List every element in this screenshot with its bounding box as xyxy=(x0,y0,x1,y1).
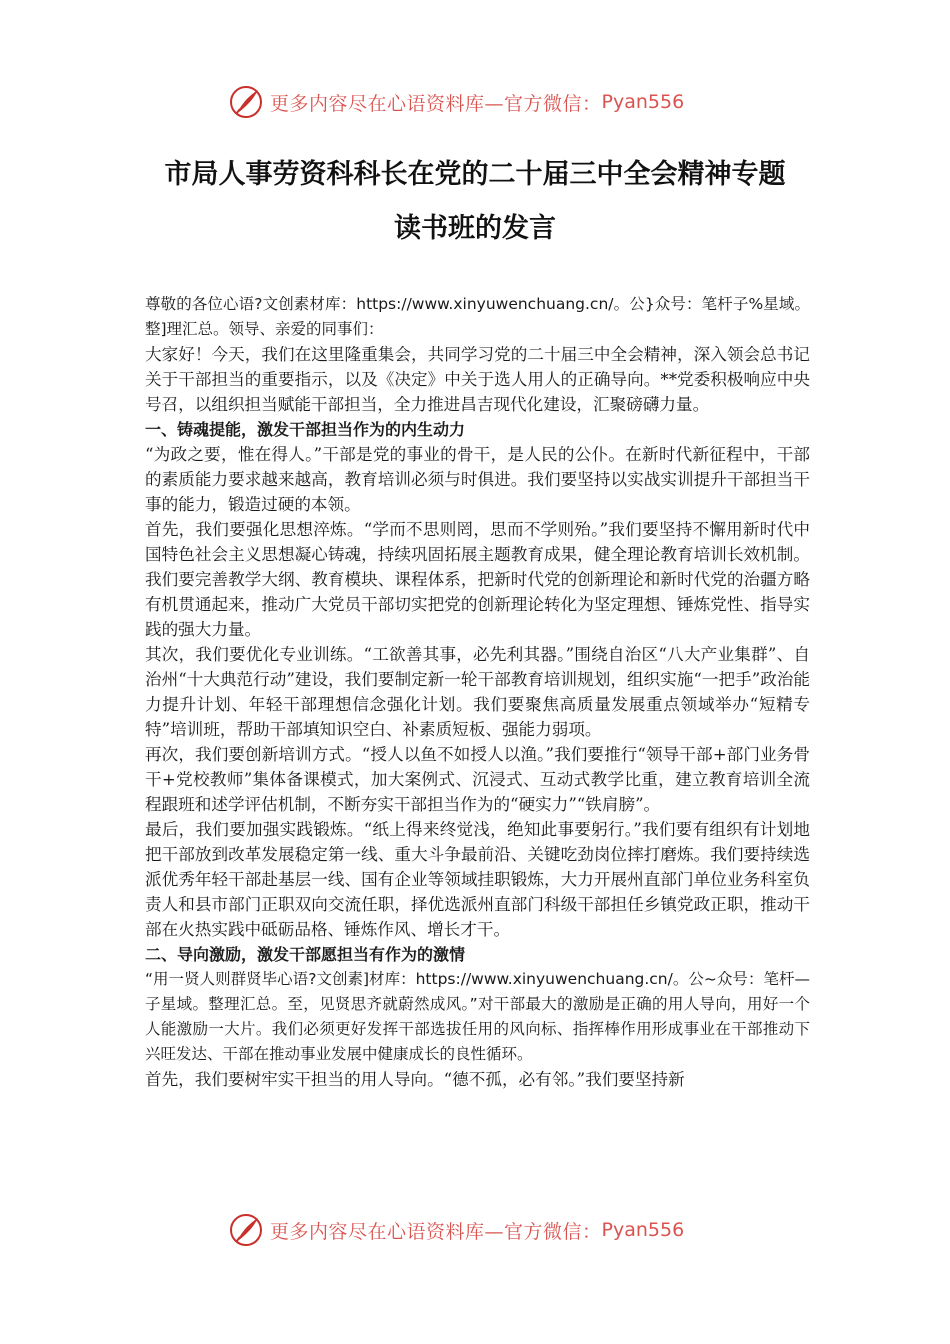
body-paragraph: 其次，我们要优化专业训练。“工欲善其事，必先利其器。”围绕自治区“八大产业集群”、自治州“十大典范行动”建设，我们要制定新一轮干部教育培训规划，组织实施“一把手”政治能力提升计划、年轻干部理想信念强化计划。我们要聚焦高质量发展重点领域举办“短精专特”培训班，帮助干部填知识空白、补素质短板、强能力弱项。 xyxy=(145,645,810,739)
quill-pen-logo-icon xyxy=(228,1212,264,1248)
watermark-banner-top xyxy=(0,82,950,122)
watermark-wechat-id: Pyan556 xyxy=(601,91,685,113)
document-title xyxy=(0,148,950,256)
body-paragraph: “为政之要，惟在得人。”干部是党的事业的骨干，是人民的公仆。在新时代新征程中，干部的素质能力要求越来越高，教育培训必须与时俱进。我们要坚持以实战实训提升干部担当干事的能力，锻造过硬的本领。 xyxy=(145,445,810,514)
watermark-wechat-id: Pyan556 xyxy=(601,1219,685,1241)
body-paragraph: 首先，我们要强化思想淬炼。“学而不思则罔，思而不学则殆。”我们要坚持不懈用新时代中国特色社会主义思想凝心铸魂，持续巩固拓展主题教育成果，健全理论教育培训长效机制。我们要完善教学大纲、教育模块、课程体系，把新时代党的创新理论和新时代党的治疆方略有机贯通起来，推动广大党员干部切实把党的创新理论转化为坚定理想、锤炼党性、指导实践的强大力量。 xyxy=(145,520,810,639)
watermark-text: 更多内容尽在心语资料库—官方微信： xyxy=(270,92,602,115)
body-paragraph: “用一贤人则群贤毕心语?文创素]材库：https://www.xinyuwenchuang.cn/。公~众号：笔杆—子星域。整理汇总。至，见贤思齐就蔚然成风。”对干部最大的激励是正确的用人导向，用好一个人能激励一大片。我们必须更好发挥干部选拔任用的风向标、指挥棒作用形成事业在干部推动下兴旺发达、干部在推动事业发展中健康成长的良性循环。 xyxy=(145,970,810,1063)
quill-pen-logo-icon xyxy=(228,84,264,120)
title-line-1: 市局人事劳资科科长在党的二十届三中全会精神专题 xyxy=(164,159,786,190)
body-paragraph: 最后，我们要加强实践锻炼。“纸上得来终觉浅，绝知此事要躬行。”我们要有组织有计划地把干部放到改革发展稳定第一线、重大斗争最前沿、关键吃劲岗位摔打磨炼。我们要持续选派优秀年轻干部赴基层一线、国有企业等领域挂职锻炼，大力开展州直部门单位业务科室负责人和县市部门正职双向交流任职，择优选派州直部门科级干部担任乡镇党政正职，推动干部在火热实践中砥砺品格、锤炼作风、增长才干。 xyxy=(145,820,810,939)
body-paragraph: 大家好！今天，我们在这里隆重集会，共同学习党的二十届三中全会精神，深入领会总书记关于干部担当的重要指示，以及《决定》中关于选人用人的正确导向。**党委积极响应中央号召，以组织担当赋能干部担当，全力推进昌吉现代化建设，汇聚磅礴力量。 xyxy=(145,345,810,414)
body-paragraph: 再次，我们要创新培训方式。“授人以鱼不如授人以渔。”我们要推行“领导干部+部门业务骨干+党校教师”集体备课模式，加大案例式、沉浸式、互动式教学比重，建立教育培训全流程跟班和述学评估机制，不断夯实干部担当作为的“硬实力”“铁肩膀”。 xyxy=(145,745,810,814)
watermark-text: 更多内容尽在心语资料库—官方微信： xyxy=(270,1220,602,1243)
title-line-2: 读书班的发言 xyxy=(394,213,556,244)
body-paragraph: 首先，我们要树牢实干担当的用人导向。“德不孤，必有邻。”我们要坚持新 xyxy=(145,1070,685,1089)
document-body xyxy=(145,292,810,1092)
section-heading-1: 一、铸魂提能，激发干部担当作为的内生动力 xyxy=(145,420,466,439)
section-heading-2: 二、导向激励，激发干部愿担当有作为的激情 xyxy=(145,945,466,964)
salutation-paragraph: 尊敬的各位心语?文创素材库：https://www.xinyuwenchuang.cn/。公}众号：笔杆子%星域。整]理汇总。领导、亲爱的同事们： xyxy=(145,295,810,338)
watermark-banner-bottom xyxy=(0,1210,950,1250)
